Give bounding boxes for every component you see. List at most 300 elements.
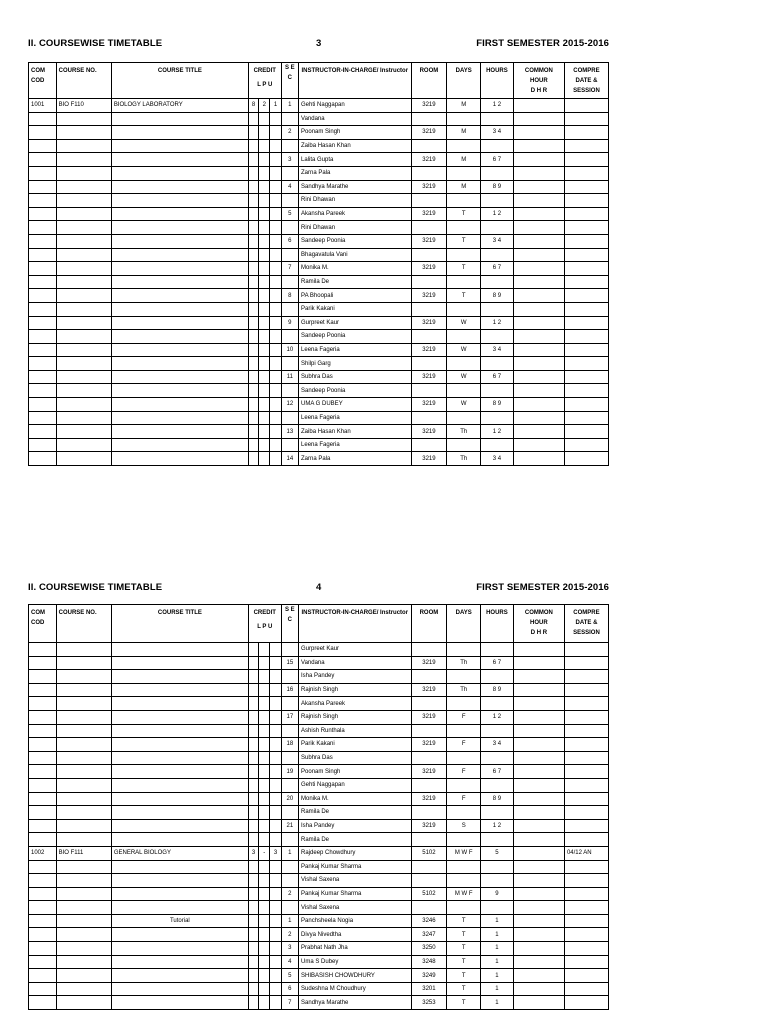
days-cell	[447, 751, 481, 765]
credit-l-cell	[248, 833, 258, 847]
common-hour-cell	[513, 982, 564, 996]
table-row	[29, 248, 609, 262]
credit-p-cell	[259, 343, 270, 357]
table-row	[29, 194, 609, 208]
compre-cell	[564, 996, 608, 1010]
days-cell: W	[447, 370, 481, 384]
credit-p-cell	[259, 425, 270, 439]
room-cell: 3219	[411, 452, 447, 466]
room-cell	[411, 697, 447, 711]
days-cell: W	[447, 316, 481, 330]
common-hour-cell	[513, 330, 564, 344]
instructor-cell: Vishal Saxena	[299, 901, 412, 915]
credit-u-cell	[270, 928, 281, 942]
timetable-table	[28, 604, 609, 1010]
compre-cell	[564, 262, 608, 276]
room-cell	[411, 330, 447, 344]
credit-l-cell	[248, 778, 258, 792]
credit-u-cell	[270, 683, 281, 697]
instructor-cell: Parik Kakani	[299, 302, 412, 316]
course-title-cell	[111, 792, 248, 806]
sec-cell: 11	[281, 370, 298, 384]
table-row	[29, 806, 609, 820]
instructor-cell: Akansha Pareek	[299, 697, 412, 711]
course-no-cell	[56, 262, 111, 276]
common-hour-cell	[513, 221, 564, 235]
credit-p-cell	[259, 248, 270, 262]
com-cod-cell	[29, 248, 57, 262]
credit-u-cell	[270, 180, 281, 194]
course-no-cell	[56, 248, 111, 262]
common-hour-cell	[513, 996, 564, 1010]
col-course-no: COURSE NO.	[56, 605, 111, 643]
hours-cell: 1	[481, 942, 514, 956]
credit-l-cell	[248, 398, 258, 412]
days-cell: T	[447, 942, 481, 956]
course-no-cell	[56, 955, 111, 969]
hours-cell	[481, 330, 514, 344]
credit-u-cell	[270, 452, 281, 466]
compre-cell	[564, 166, 608, 180]
com-cod-cell	[29, 969, 57, 983]
col-room: ROOM	[411, 63, 447, 99]
room-cell: 3219	[411, 656, 447, 670]
table-row	[29, 724, 609, 738]
hours-cell: 9	[481, 887, 514, 901]
compre-cell	[564, 99, 608, 113]
course-no-cell	[56, 194, 111, 208]
credit-p-cell	[259, 411, 270, 425]
table-row	[29, 234, 609, 248]
hours-cell	[481, 302, 514, 316]
credit-label: CREDIT	[253, 610, 276, 616]
common-hour-cell	[513, 697, 564, 711]
credit-l-cell	[248, 928, 258, 942]
course-title-cell	[111, 738, 248, 752]
room-cell: 3219	[411, 289, 447, 303]
compre-cell	[564, 819, 608, 833]
common-hour-cell	[513, 928, 564, 942]
room-cell: 3219	[411, 738, 447, 752]
course-title-cell	[111, 806, 248, 820]
compre-cell	[564, 275, 608, 289]
course-title-cell: BIOLOGY LABORATORY	[111, 99, 248, 113]
course-no-cell	[56, 697, 111, 711]
course-no-cell	[56, 928, 111, 942]
sec-cell: 4	[281, 180, 298, 194]
instructor-cell: Monika M.	[299, 262, 412, 276]
course-title-cell	[111, 112, 248, 126]
instructor-cell: Vandana	[299, 112, 412, 126]
credit-l-cell	[248, 969, 258, 983]
hours-cell: 8 9	[481, 289, 514, 303]
credit-l-cell	[248, 411, 258, 425]
course-title-cell: GENERAL BIOLOGY	[111, 846, 248, 860]
course-no-cell	[56, 738, 111, 752]
course-no-cell	[56, 275, 111, 289]
room-cell: 3219	[411, 207, 447, 221]
instructor-cell: Ramila De	[299, 833, 412, 847]
com-cod-cell	[29, 153, 57, 167]
col-room: ROOM	[411, 605, 447, 643]
room-cell: 3219	[411, 398, 447, 412]
table-row	[29, 914, 609, 928]
credit-u-cell	[270, 139, 281, 153]
timetable-table	[28, 62, 609, 466]
common-hour-cell	[513, 398, 564, 412]
compre-cell	[564, 874, 608, 888]
sec-cell	[281, 248, 298, 262]
course-title-cell	[111, 384, 248, 398]
table-row	[29, 438, 609, 452]
credit-u-cell	[270, 887, 281, 901]
common-hour-cell	[513, 248, 564, 262]
table-row	[29, 139, 609, 153]
hours-cell	[481, 411, 514, 425]
days-cell: M W F	[447, 887, 481, 901]
sec-cell	[281, 643, 298, 657]
common-hour-label: COMMON HOUR	[524, 610, 553, 626]
room-cell	[411, 302, 447, 316]
days-cell: M	[447, 126, 481, 140]
common-hour-cell	[513, 765, 564, 779]
credit-l-cell	[248, 262, 258, 276]
com-cod-cell	[29, 819, 57, 833]
credit-p-cell	[259, 221, 270, 235]
compre-cell	[564, 901, 608, 915]
course-no-cell	[56, 670, 111, 684]
instructor-cell: Akansha Pareek	[299, 207, 412, 221]
credit-p-cell	[259, 452, 270, 466]
instructor-cell: Uma S Dubey	[299, 955, 412, 969]
course-no-cell	[56, 819, 111, 833]
compre-cell	[564, 384, 608, 398]
instructor-cell: Sandeep Poonia	[299, 234, 412, 248]
hours-cell: 6 7	[481, 765, 514, 779]
course-title-cell	[111, 697, 248, 711]
course-title-cell	[111, 343, 248, 357]
credit-p-cell: -	[259, 846, 270, 860]
room-cell	[411, 221, 447, 235]
room-cell: 3253	[411, 996, 447, 1010]
credit-p-cell	[259, 982, 270, 996]
credit-p-cell	[259, 180, 270, 194]
sec-cell	[281, 901, 298, 915]
compre-cell	[564, 330, 608, 344]
days-cell	[447, 221, 481, 235]
days-cell	[447, 411, 481, 425]
common-hour-cell	[513, 942, 564, 956]
room-cell	[411, 778, 447, 792]
sec-cell: 1	[281, 99, 298, 113]
col-course-title: COURSE TITLE	[111, 605, 248, 643]
col-com-cod: COM COD	[29, 63, 57, 99]
credit-u-cell	[270, 330, 281, 344]
days-cell	[447, 194, 481, 208]
credit-l-cell	[248, 180, 258, 194]
credit-p-cell	[259, 697, 270, 711]
credit-l-cell	[248, 384, 258, 398]
common-hour-cell	[513, 289, 564, 303]
sec-cell	[281, 112, 298, 126]
course-no-cell	[56, 833, 111, 847]
credit-l-cell	[248, 330, 258, 344]
credit-u-cell	[270, 153, 281, 167]
hours-cell	[481, 670, 514, 684]
credit-u-cell	[270, 166, 281, 180]
days-cell: T	[447, 207, 481, 221]
sec-cell	[281, 874, 298, 888]
days-cell: Th	[447, 656, 481, 670]
room-cell	[411, 411, 447, 425]
room-cell: 3219	[411, 819, 447, 833]
credit-u-cell	[270, 425, 281, 439]
table-row	[29, 778, 609, 792]
instructor-cell: Vishal Saxena	[299, 874, 412, 888]
credit-u-cell	[270, 126, 281, 140]
sec-cell: 6	[281, 234, 298, 248]
instructor-cell: Zaiba Hasan Khan	[299, 139, 412, 153]
com-cod-cell	[29, 411, 57, 425]
credit-l-cell	[248, 738, 258, 752]
sec-cell: 1	[281, 914, 298, 928]
credit-u-cell	[270, 751, 281, 765]
credit-l-cell	[248, 302, 258, 316]
credit-l-cell	[248, 316, 258, 330]
common-hour-sub-label: D H R	[530, 630, 548, 636]
com-cod-cell	[29, 683, 57, 697]
compre-cell	[564, 670, 608, 684]
room-cell: 3219	[411, 792, 447, 806]
course-no-cell	[56, 996, 111, 1010]
days-cell: T	[447, 914, 481, 928]
instructor-cell: Sudeshna M Choudhury	[299, 982, 412, 996]
credit-p-cell	[259, 710, 270, 724]
course-no-cell	[56, 860, 111, 874]
course-title-cell	[111, 996, 248, 1010]
instructor-cell: Leena Fageria	[299, 343, 412, 357]
course-no-cell	[56, 438, 111, 452]
days-cell: T	[447, 289, 481, 303]
compre-cell	[564, 411, 608, 425]
com-cod-cell	[29, 710, 57, 724]
credit-u-cell	[270, 765, 281, 779]
credit-u-cell	[270, 234, 281, 248]
credit-p-cell	[259, 194, 270, 208]
credit-l-cell	[248, 275, 258, 289]
credit-l-cell	[248, 792, 258, 806]
credit-p-cell	[259, 724, 270, 738]
credit-l-cell: 8	[248, 99, 258, 113]
com-cod-cell	[29, 914, 57, 928]
instructor-cell: UMA G DUBEY	[299, 398, 412, 412]
com-cod-cell	[29, 180, 57, 194]
credit-l-cell	[248, 901, 258, 915]
sec-cell: 1	[281, 846, 298, 860]
instructor-cell: Zarna Pala	[299, 452, 412, 466]
course-title-cell	[111, 438, 248, 452]
sec-cell: 10	[281, 343, 298, 357]
compre-cell	[564, 425, 608, 439]
common-hour-label: COMMON HOUR	[524, 68, 553, 84]
credit-u-cell	[270, 710, 281, 724]
days-cell	[447, 166, 481, 180]
course-no-cell	[56, 751, 111, 765]
common-hour-cell	[513, 384, 564, 398]
common-hour-cell	[513, 833, 564, 847]
hours-cell: 3 4	[481, 343, 514, 357]
credit-p-cell	[259, 398, 270, 412]
instructor-cell: Sandeep Poonia	[299, 384, 412, 398]
sec-cell: 2	[281, 887, 298, 901]
hours-cell: 6 7	[481, 262, 514, 276]
compre-cell	[564, 452, 608, 466]
days-cell: T	[447, 996, 481, 1010]
table-row	[29, 942, 609, 956]
com-cod-cell	[29, 398, 57, 412]
common-hour-cell	[513, 411, 564, 425]
credit-l-cell	[248, 221, 258, 235]
hours-cell	[481, 643, 514, 657]
hours-cell: 1	[481, 928, 514, 942]
common-hour-cell	[513, 901, 564, 915]
sec-cell: 18	[281, 738, 298, 752]
table-row	[29, 330, 609, 344]
com-cod-cell	[29, 656, 57, 670]
table-row	[29, 996, 609, 1010]
sec-cell	[281, 806, 298, 820]
compre-cell	[564, 751, 608, 765]
sec-cell	[281, 860, 298, 874]
room-cell	[411, 806, 447, 820]
hours-cell: 3 4	[481, 234, 514, 248]
com-cod-cell	[29, 887, 57, 901]
com-cod-cell	[29, 302, 57, 316]
hours-cell: 1	[481, 996, 514, 1010]
table-row	[29, 901, 609, 915]
room-cell: 3247	[411, 928, 447, 942]
course-no-cell	[56, 792, 111, 806]
table-row	[29, 425, 609, 439]
hours-cell	[481, 778, 514, 792]
common-hour-cell	[513, 724, 564, 738]
sec-cell	[281, 833, 298, 847]
instructor-cell: Gehti Naggapan	[299, 778, 412, 792]
days-cell: W	[447, 398, 481, 412]
credit-l-cell	[248, 996, 258, 1010]
credit-sub-label: L P U	[257, 82, 273, 88]
hours-cell: 8 9	[481, 683, 514, 697]
page-header	[28, 582, 609, 596]
table-row	[29, 370, 609, 384]
course-title-cell	[111, 982, 248, 996]
compre-cell	[564, 438, 608, 452]
compre-cell	[564, 683, 608, 697]
hours-cell	[481, 275, 514, 289]
instructor-cell: Bhagavatula Vani	[299, 248, 412, 262]
common-hour-cell	[513, 738, 564, 752]
table-row	[29, 819, 609, 833]
course-no-cell	[56, 234, 111, 248]
credit-p-cell	[259, 996, 270, 1010]
course-no-cell	[56, 643, 111, 657]
hours-cell: 3 4	[481, 126, 514, 140]
sec-cell	[281, 275, 298, 289]
room-cell: 3219	[411, 683, 447, 697]
common-hour-sub-label: D H R	[530, 88, 548, 94]
credit-p-cell	[259, 112, 270, 126]
course-no-cell: BIO F111	[56, 846, 111, 860]
sec-cell: 4	[281, 955, 298, 969]
compre-cell	[564, 643, 608, 657]
course-no-cell	[56, 343, 111, 357]
room-cell: 5102	[411, 846, 447, 860]
table-row	[29, 656, 609, 670]
course-no-cell	[56, 942, 111, 956]
course-no-cell: BIO F110	[56, 99, 111, 113]
common-hour-cell	[513, 452, 564, 466]
room-cell	[411, 384, 447, 398]
sec-cell: 8	[281, 289, 298, 303]
days-cell: W	[447, 343, 481, 357]
com-cod-cell	[29, 221, 57, 235]
course-no-cell	[56, 289, 111, 303]
hours-cell: 6 7	[481, 656, 514, 670]
sec-cell: 9	[281, 316, 298, 330]
credit-u-cell	[270, 398, 281, 412]
com-cod-cell	[29, 370, 57, 384]
com-cod-cell	[29, 139, 57, 153]
course-title-cell	[111, 765, 248, 779]
course-title-cell	[111, 262, 248, 276]
table-row	[29, 302, 609, 316]
hours-cell	[481, 874, 514, 888]
credit-u-cell	[270, 942, 281, 956]
sec-cell: 2	[281, 126, 298, 140]
credit-u-cell	[270, 302, 281, 316]
hours-cell: 8 9	[481, 180, 514, 194]
common-hour-cell	[513, 643, 564, 657]
instructor-cell: PA Bhoopali	[299, 289, 412, 303]
compre-cell	[564, 398, 608, 412]
course-no-cell	[56, 887, 111, 901]
days-cell: Th	[447, 452, 481, 466]
hours-cell: 1	[481, 914, 514, 928]
course-no-cell	[56, 398, 111, 412]
instructor-cell: Subhra Das	[299, 370, 412, 384]
course-title-cell	[111, 710, 248, 724]
credit-l-cell	[248, 819, 258, 833]
course-title-cell	[111, 370, 248, 384]
course-title-cell	[111, 670, 248, 684]
com-cod-cell	[29, 316, 57, 330]
course-no-cell	[56, 207, 111, 221]
compre-cell	[564, 343, 608, 357]
common-hour-cell	[513, 438, 564, 452]
course-title-cell	[111, 955, 248, 969]
course-no-cell	[56, 969, 111, 983]
room-cell: 3219	[411, 316, 447, 330]
room-cell	[411, 194, 447, 208]
days-cell: M	[447, 180, 481, 194]
days-cell: M W F	[447, 846, 481, 860]
col-compre: COMPRE DATE & SESSION	[564, 605, 608, 643]
common-hour-cell	[513, 670, 564, 684]
credit-l-cell	[248, 248, 258, 262]
credit-p-cell	[259, 887, 270, 901]
table-row	[29, 126, 609, 140]
table-row	[29, 765, 609, 779]
